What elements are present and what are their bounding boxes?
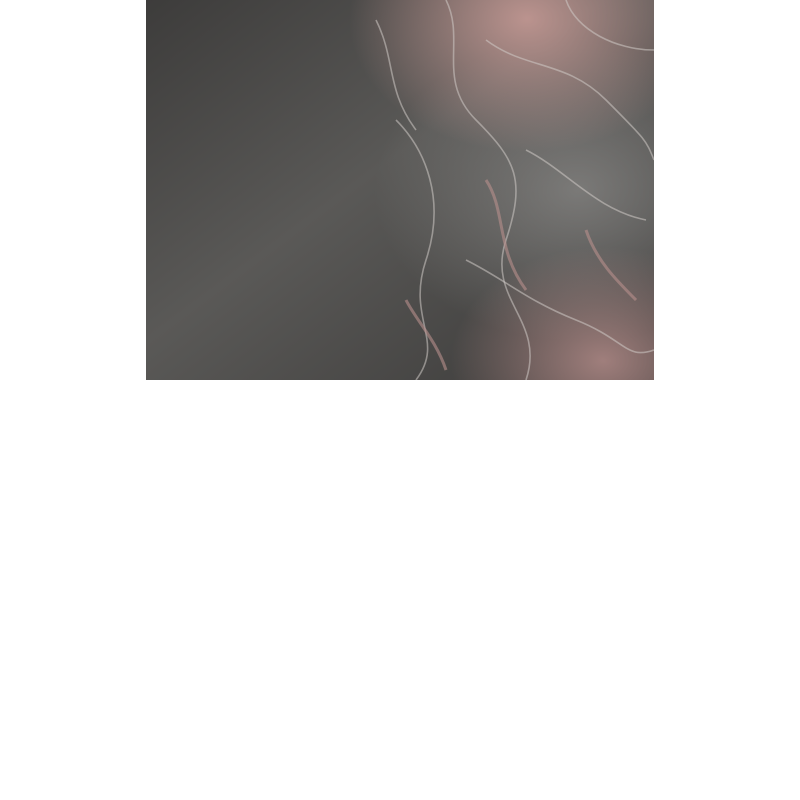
supporting-color-swatch [485,609,654,800]
marble-texture-image [146,0,654,380]
supporting-color-swatch [315,609,484,800]
supporting-color-swatch [146,609,315,800]
dominant-color-swatch [146,400,654,590]
notes-panel [164,22,432,35]
marble-pattern [146,0,654,380]
supporting-colors-row [146,609,654,800]
